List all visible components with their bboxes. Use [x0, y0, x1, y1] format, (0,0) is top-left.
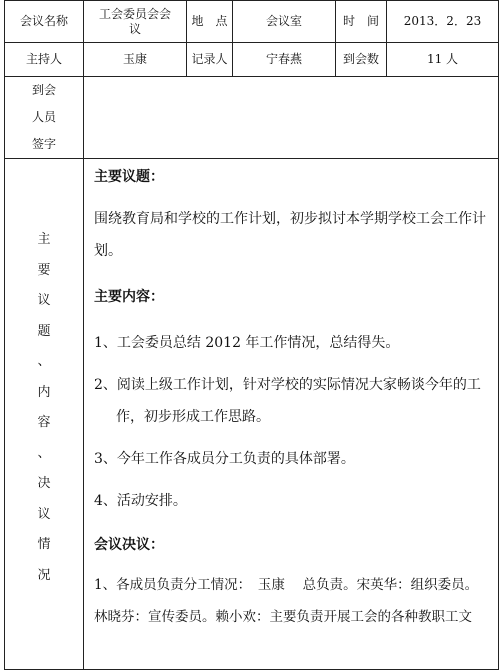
resolution-item: 1、各成员负责分工情况： 玉康 总负责。宋英华：组织委员。: [94, 577, 479, 593]
meeting-name-label: 会议名称: [5, 1, 84, 43]
attendance-value: 11 人: [387, 43, 499, 77]
minutes-content: [84, 159, 499, 670]
main-content-heading: 主要内容：: [94, 289, 164, 305]
signature-row: [5, 77, 499, 159]
location-value: 会议室: [233, 1, 336, 43]
resolution-item-continuation: 林晓芬：宣传委员。赖小欢：主要负责开展工会的各种教职工文: [94, 609, 472, 625]
topic-line: 围绕教育局和学校的工作计划，初步拟讨本学期学校工会工作计: [94, 211, 486, 227]
signature-label-cell: [5, 77, 84, 159]
side-label-cell: [5, 159, 84, 670]
signature-label-char: 到会: [31, 83, 56, 97]
content-item: 1、工会委员总结 2012 年工作情况，总结得失。: [94, 335, 400, 351]
side-label-char: 、: [37, 445, 51, 461]
time-value: 2013．2．23: [387, 1, 499, 43]
recorder-value: 宁春燕: [233, 43, 336, 77]
host-label: 主持人: [5, 43, 84, 77]
side-label-char: 要: [37, 262, 51, 278]
meeting-minutes-table: [4, 0, 499, 670]
resolution-heading: 会议决议：: [94, 537, 164, 553]
signature-label: [5, 77, 83, 158]
side-label-char: 况: [37, 567, 51, 583]
recorder-label: 记录人: [187, 43, 233, 77]
meeting-name-value: 工会委员会会议: [84, 1, 187, 43]
location-label: 地 点: [187, 1, 233, 43]
side-label-char: 情: [37, 537, 51, 552]
header-row-1: [5, 1, 499, 43]
host-value: 玉康: [84, 43, 187, 77]
side-label-char: 主: [37, 232, 51, 247]
side-label-char: 题: [37, 323, 51, 339]
side-label-char: 容: [37, 415, 51, 430]
content-item: 3、今年工作各成员分工负责的具体部署。: [94, 451, 355, 467]
side-label-char: 、: [37, 354, 51, 369]
side-label-char: 内: [37, 384, 51, 400]
time-label: 时 间: [336, 1, 387, 43]
topic-line: 划。: [94, 243, 122, 259]
side-label-char: 决: [37, 476, 51, 491]
content-item-continuation: 作，初步形成工作思路。: [116, 409, 270, 425]
signature-label-char: 签字: [31, 137, 56, 151]
content-row: [5, 159, 499, 670]
header-row-2: [5, 43, 499, 77]
side-label-char: 议: [37, 506, 51, 522]
attendance-label: 到会数: [336, 43, 387, 77]
content-item: 2、阅读上级工作计划，针对学校的实际情况大家畅谈今年的工: [94, 377, 481, 393]
signature-area: [84, 77, 499, 159]
side-label-char: 议: [37, 293, 51, 308]
topic-heading: 主要议题：: [94, 169, 164, 185]
signature-label-char: 人员: [31, 110, 56, 124]
side-label: [5, 223, 83, 591]
content-item: 4、活动安排。: [94, 493, 187, 509]
